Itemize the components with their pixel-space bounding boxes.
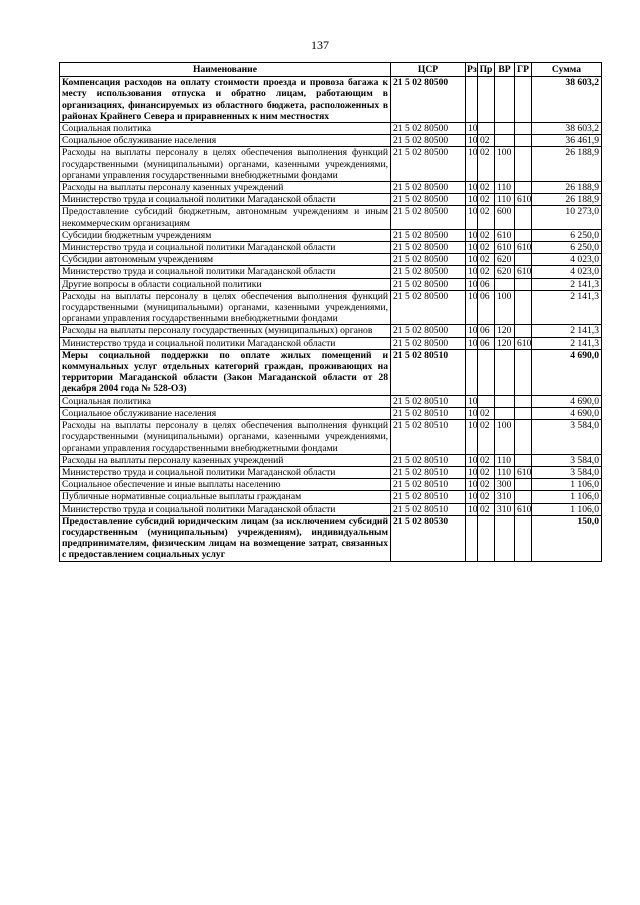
cell-vr: 100: [495, 147, 515, 182]
cell-name: Расходы на выплаты персоналу государственных (муниципальных) органов: [60, 325, 391, 337]
table-row: [60, 182, 602, 194]
cell-csr: 21 5 02 80510: [391, 491, 466, 503]
cell-rz: [466, 515, 478, 561]
table-row: [60, 491, 602, 503]
cell-sum: 6 250,0: [532, 229, 602, 241]
cell-pr: 02: [478, 182, 495, 194]
cell-csr: 21 5 02 80500: [391, 123, 466, 135]
cell-vr: [495, 407, 515, 419]
cell-csr: 21 5 02 80510: [391, 395, 466, 407]
cell-gr: [515, 135, 532, 147]
cell-name: Министерство труда и социальной политики Магаданской области: [60, 337, 391, 349]
cell-rz: 10: [466, 491, 478, 503]
cell-name: Социальная политика: [60, 395, 391, 407]
cell-name: Социальная политика: [60, 123, 391, 135]
budget-table: [59, 62, 602, 562]
cell-pr: [478, 123, 495, 135]
cell-vr: 620: [495, 266, 515, 278]
cell-gr: [515, 491, 532, 503]
cell-pr: 06: [478, 325, 495, 337]
cell-rz: 10: [466, 407, 478, 419]
cell-vr: [495, 278, 515, 290]
cell-name: Социальное обслуживание населения: [60, 135, 391, 147]
cell-csr: 21 5 02 80500: [391, 337, 466, 349]
cell-sum: 3 584,0: [532, 420, 602, 455]
cell-pr: 06: [478, 278, 495, 290]
cell-vr: 110: [495, 194, 515, 206]
cell-csr: 21 5 02 80500: [391, 254, 466, 266]
cell-csr: 21 5 02 80510: [391, 420, 466, 455]
cell-sum: 4 690,0: [532, 407, 602, 419]
cell-rz: 10: [466, 254, 478, 266]
cell-sum: 38 603,2: [532, 77, 602, 123]
cell-pr: 02: [478, 194, 495, 206]
cell-pr: 02: [478, 466, 495, 478]
cell-name: Министерство труда и социальной политики Магаданской области: [60, 242, 391, 254]
cell-gr: [515, 229, 532, 241]
cell-name: Министерство труда и социальной политики Магаданской области: [60, 266, 391, 278]
header-sum: Сумма: [532, 63, 602, 77]
header-name: Наименование: [60, 63, 391, 77]
cell-sum: 1 106,0: [532, 479, 602, 491]
table-row: [60, 229, 602, 241]
cell-vr: 600: [495, 206, 515, 229]
cell-name: Министерство труда и социальной политики Магаданской области: [60, 194, 391, 206]
cell-name: Субсидии автономным учреждениям: [60, 254, 391, 266]
cell-name: Министерство труда и социальной политики Магаданской области: [60, 466, 391, 478]
cell-csr: 21 5 02 80500: [391, 278, 466, 290]
cell-gr: 610: [515, 242, 532, 254]
cell-rz: 10: [466, 182, 478, 194]
cell-rz: 10: [466, 135, 478, 147]
cell-rz: 10: [466, 466, 478, 478]
cell-sum: 10 273,0: [532, 206, 602, 229]
cell-gr: [515, 454, 532, 466]
cell-gr: [515, 77, 532, 123]
cell-vr: 300: [495, 479, 515, 491]
table-row: [60, 515, 602, 561]
cell-vr: 110: [495, 454, 515, 466]
cell-csr: 21 5 02 80500: [391, 266, 466, 278]
cell-rz: 10: [466, 123, 478, 135]
table-row: [60, 194, 602, 206]
table-row: [60, 242, 602, 254]
table-row: [60, 407, 602, 419]
cell-sum: 38 603,2: [532, 123, 602, 135]
cell-sum: 2 141,3: [532, 290, 602, 325]
cell-pr: [478, 77, 495, 123]
cell-name: Предоставление субсидий бюджетным, автономным учреждениям и иным некоммерческим организациям: [60, 206, 391, 229]
cell-rz: 10: [466, 242, 478, 254]
cell-sum: 4 690,0: [532, 395, 602, 407]
table-row: [60, 123, 602, 135]
cell-vr: [495, 515, 515, 561]
cell-pr: [478, 349, 495, 395]
cell-name: Другие вопросы в области социальной политики: [60, 278, 391, 290]
cell-name: Компенсация расходов на оплату стоимости проезда и провоза багажа к месту использования отпуска и обратно лицам, работающим в организациях, финансируемых из областного бюджета, расположенных в районах Крайнего Севера и приравненных к ним местностях: [60, 77, 391, 123]
cell-csr: 21 5 02 80510: [391, 466, 466, 478]
cell-rz: 10: [466, 266, 478, 278]
cell-csr: 21 5 02 80500: [391, 242, 466, 254]
cell-csr: 21 5 02 80530: [391, 515, 466, 561]
cell-gr: [515, 420, 532, 455]
cell-csr: 21 5 02 80500: [391, 206, 466, 229]
cell-pr: 02: [478, 407, 495, 419]
header-csr: ЦСР: [391, 63, 466, 77]
cell-pr: 02: [478, 491, 495, 503]
cell-pr: 06: [478, 290, 495, 325]
cell-vr: [495, 349, 515, 395]
cell-name: Предоставление субсидий юридическим лицам (за исключением субсидий государственным (муниципальным) учреждениям), индивидуальным предпринимателям, физическим лицам на возмещение затрат, связанных с предоставлением социальных услуг: [60, 515, 391, 561]
cell-gr: [515, 147, 532, 182]
table-row: [60, 503, 602, 515]
cell-sum: 6 250,0: [532, 242, 602, 254]
cell-vr: [495, 395, 515, 407]
cell-csr: 21 5 02 80500: [391, 135, 466, 147]
cell-sum: 3 584,0: [532, 466, 602, 478]
table-row: [60, 454, 602, 466]
cell-gr: [515, 182, 532, 194]
table-row: [60, 278, 602, 290]
cell-vr: 110: [495, 182, 515, 194]
cell-pr: 02: [478, 454, 495, 466]
cell-vr: [495, 135, 515, 147]
cell-name: Публичные нормативные социальные выплаты гражданам: [60, 491, 391, 503]
table-row: [60, 395, 602, 407]
table-body: [60, 77, 602, 561]
cell-rz: 10: [466, 194, 478, 206]
cell-rz: 10: [466, 147, 478, 182]
header-pr: Пр: [478, 63, 495, 77]
cell-csr: 21 5 02 80500: [391, 147, 466, 182]
cell-rz: 10: [466, 229, 478, 241]
cell-name: Расходы на выплаты персоналу в целях обеспечения выполнения функций государственными (муниципальными) органами, казенными учреждениями, органами управления государственными внебюджетными фондами: [60, 290, 391, 325]
cell-vr: 100: [495, 420, 515, 455]
cell-gr: [515, 278, 532, 290]
cell-pr: 02: [478, 206, 495, 229]
cell-vr: 620: [495, 254, 515, 266]
cell-rz: 10: [466, 395, 478, 407]
table-row: [60, 420, 602, 455]
cell-gr: 610: [515, 266, 532, 278]
cell-pr: 02: [478, 242, 495, 254]
cell-sum: 4 690,0: [532, 349, 602, 395]
cell-rz: 10: [466, 278, 478, 290]
cell-sum: 3 584,0: [532, 454, 602, 466]
cell-name: Расходы на выплаты персоналу в целях обеспечения выполнения функций государственными (муниципальными) органами, казенными учреждениями, органами управления государственными внебюджетными фондами: [60, 420, 391, 455]
cell-name: Расходы на выплаты персоналу казенных учреждений: [60, 454, 391, 466]
cell-gr: [515, 325, 532, 337]
cell-vr: 120: [495, 337, 515, 349]
cell-gr: 610: [515, 337, 532, 349]
page-number: 137: [311, 38, 329, 52]
cell-sum: 2 141,3: [532, 325, 602, 337]
cell-pr: 06: [478, 337, 495, 349]
cell-vr: [495, 123, 515, 135]
table-header-row: [60, 63, 602, 77]
table-row: [60, 254, 602, 266]
cell-name: Министерство труда и социальной политики Магаданской области: [60, 503, 391, 515]
cell-gr: [515, 254, 532, 266]
cell-pr: [478, 395, 495, 407]
cell-gr: [515, 395, 532, 407]
cell-rz: 10: [466, 325, 478, 337]
cell-name: Расходы на выплаты персоналу казенных учреждений: [60, 182, 391, 194]
cell-vr: 120: [495, 325, 515, 337]
table-row: [60, 325, 602, 337]
table-row: [60, 466, 602, 478]
cell-rz: 10: [466, 206, 478, 229]
cell-name: Социальное обеспечение и иные выплаты населению: [60, 479, 391, 491]
cell-gr: [515, 407, 532, 419]
cell-csr: 21 5 02 80510: [391, 454, 466, 466]
cell-csr: 21 5 02 80510: [391, 407, 466, 419]
cell-pr: 02: [478, 503, 495, 515]
cell-pr: 02: [478, 266, 495, 278]
cell-csr: 21 5 02 80510: [391, 349, 466, 395]
cell-gr: [515, 515, 532, 561]
header-rz: Рз: [467, 64, 477, 75]
cell-sum: 150,0: [532, 515, 602, 561]
cell-vr: 610: [495, 229, 515, 241]
cell-sum: 26 188,9: [532, 147, 602, 182]
cell-sum: 26 188,9: [532, 182, 602, 194]
cell-pr: 02: [478, 147, 495, 182]
cell-gr: [515, 290, 532, 325]
cell-csr: 21 5 02 80500: [391, 229, 466, 241]
cell-gr: [515, 123, 532, 135]
table-row: [60, 147, 602, 182]
cell-sum: 1 106,0: [532, 503, 602, 515]
cell-pr: [478, 515, 495, 561]
cell-rz: 10: [466, 337, 478, 349]
cell-gr: [515, 206, 532, 229]
cell-name: Меры социальной поддержки по оплате жилых помещений и коммунальных услуг отдельных категорий граждан, проживающих на территории Магаданской области (Закон Магаданской области от 28 декабря 2004 года № 528-ОЗ): [60, 349, 391, 395]
cell-pr: 02: [478, 135, 495, 147]
cell-sum: 36 461,9: [532, 135, 602, 147]
table-row: [60, 349, 602, 395]
table-row: [60, 206, 602, 229]
cell-csr: 21 5 02 80510: [391, 479, 466, 491]
cell-sum: 4 023,0: [532, 266, 602, 278]
cell-name: Социальное обслуживание населения: [60, 407, 391, 419]
cell-rz: [466, 349, 478, 395]
cell-csr: 21 5 02 80500: [391, 290, 466, 325]
cell-csr: 21 5 02 80500: [391, 325, 466, 337]
cell-name: Расходы на выплаты персоналу в целях обеспечения выполнения функций государственными (муниципальными) органами, казенными учреждениями, органами управления государственными внебюджетными фондами: [60, 147, 391, 182]
cell-vr: 310: [495, 503, 515, 515]
cell-vr: [495, 77, 515, 123]
cell-gr: [515, 479, 532, 491]
cell-gr: 610: [515, 466, 532, 478]
table-row: [60, 479, 602, 491]
table-row: [60, 135, 602, 147]
table-row: [60, 77, 602, 123]
cell-rz: 10: [466, 420, 478, 455]
table-row: [60, 290, 602, 325]
cell-vr: 310: [495, 491, 515, 503]
cell-pr: 02: [478, 254, 495, 266]
cell-pr: 02: [478, 229, 495, 241]
cell-gr: [515, 349, 532, 395]
cell-gr: 610: [515, 194, 532, 206]
cell-pr: 02: [478, 479, 495, 491]
cell-vr: 610: [495, 242, 515, 254]
cell-name: Субсидии бюджетным учреждениям: [60, 229, 391, 241]
cell-csr: 21 5 02 80500: [391, 182, 466, 194]
cell-gr: 610: [515, 503, 532, 515]
header-vr: ВР: [495, 63, 515, 77]
cell-csr: 21 5 02 80500: [391, 194, 466, 206]
cell-rz: 10: [466, 290, 478, 325]
cell-sum: 4 023,0: [532, 254, 602, 266]
cell-pr: 02: [478, 420, 495, 455]
cell-rz: 10: [466, 454, 478, 466]
cell-vr: 110: [495, 466, 515, 478]
cell-rz: 10: [466, 479, 478, 491]
cell-sum: 26 188,9: [532, 194, 602, 206]
cell-csr: 21 5 02 80510: [391, 503, 466, 515]
table-row: [60, 266, 602, 278]
table-row: [60, 337, 602, 349]
cell-sum: 1 106,0: [532, 491, 602, 503]
cell-vr: 100: [495, 290, 515, 325]
cell-rz: 10: [466, 503, 478, 515]
cell-rz: [466, 77, 478, 123]
cell-sum: 2 141,3: [532, 337, 602, 349]
cell-csr: 21 5 02 80500: [391, 77, 466, 123]
header-gr: ГР: [515, 63, 532, 77]
cell-sum: 2 141,3: [532, 278, 602, 290]
